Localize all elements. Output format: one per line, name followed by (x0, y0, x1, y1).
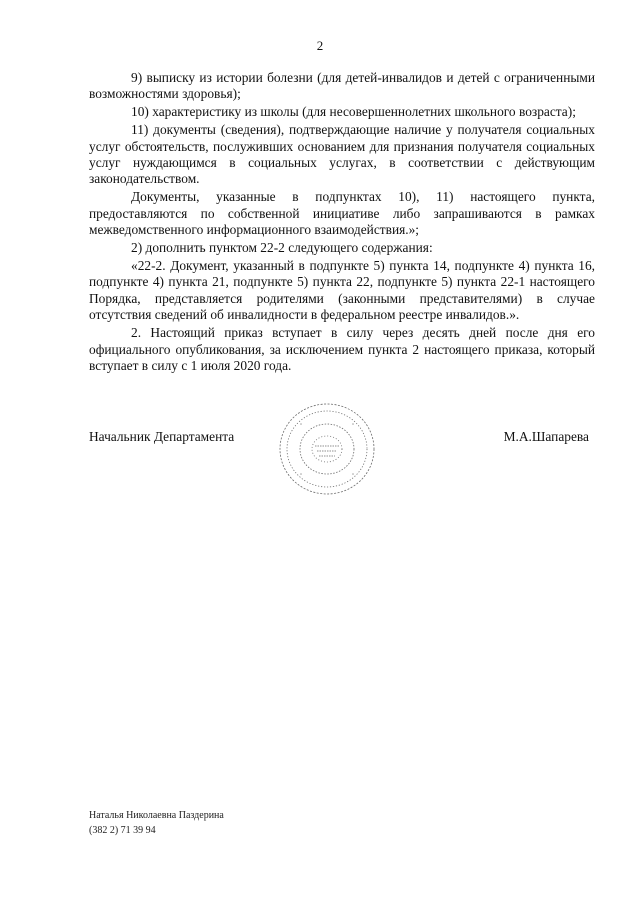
official-seal-stamp (271, 394, 383, 502)
paragraph-amendment-2: 2) дополнить пунктом 22-2 следующего содержания: (131, 240, 433, 256)
paragraph-item-9: 9) выписку из истории болезни (для детей-инвалидов и детей с ограниченными возможностями здоровья); (89, 70, 595, 102)
executor-name: Наталья Николаевна Паздерина (89, 810, 224, 821)
paragraph-effective-date: 2. Настоящий приказ вступает в силу через десять дней после дня его официального опубликования, за исключением пункта 2 настоящего приказа, который вступает в силу с 1 июля 2020 года. (89, 325, 595, 373)
footer-executor-info (89, 808, 224, 838)
executor-phone: (382 2) 71 39 94 (89, 825, 156, 836)
paragraph-item-11: 11) документы (сведения), подтверждающие наличие у получателя социальных услуг обстоятельств, послуживших основанием для признания получателя социальных услуг нуждающимся в социальных услугах, в соответствии с действующим законодательством. (89, 122, 595, 187)
document-body (89, 70, 595, 376)
page-number: 2 (316, 38, 324, 53)
signatory-title: Начальник Департамента (89, 429, 235, 444)
paragraph-clause-22-2: «22-2. Документ, указанный в подпункте 5) пункта 14, подпункте 4) пункта 16, подпункте 4) пункта 21, подпункте 5) пункта 22, подпункте 5) пункта 22-1 настоящего Порядка, представляется родителями (законными представителями) в случае отсутствия сведений об инвалидности в федеральном реестре инвалидов.». (89, 257, 595, 323)
paragraph-documents-note: Документы, указанные в подпунктах 10), 11) настоящего пункта, предоставляются по собственной инициативе либо запрашиваются в рамках межведомственного информационного взаимодействия.»; (89, 189, 595, 238)
signatory-name: М.А.Шапарева (503, 429, 589, 444)
paragraph-item-10: 10) характеристику из школы (для несовершеннолетних школьного возраста); (131, 104, 576, 120)
